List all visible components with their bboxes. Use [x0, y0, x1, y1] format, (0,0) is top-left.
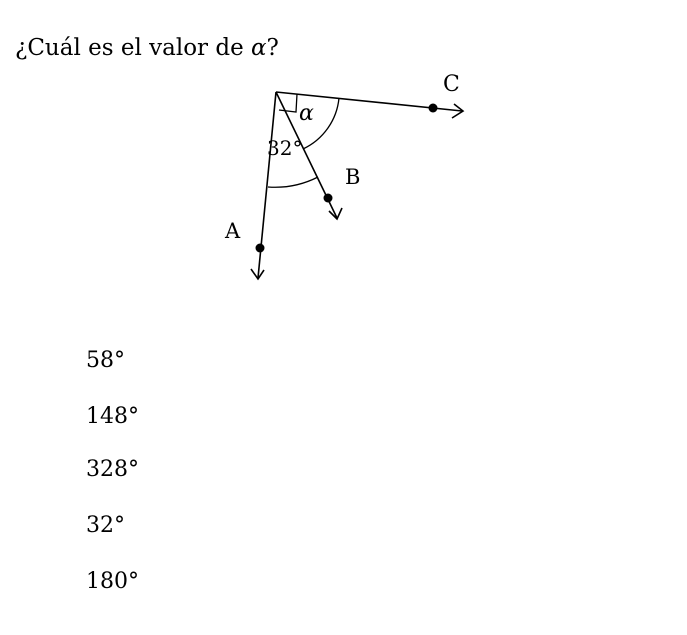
option-e[interactable] [0, 567, 300, 597]
label-given-angle: 32° [267, 136, 303, 160]
label-c: C [443, 72, 460, 97]
option-d[interactable] [0, 511, 300, 541]
question-suffix: ? [266, 35, 279, 61]
option-c-value: 328° [86, 457, 139, 482]
option-a[interactable] [0, 346, 300, 376]
question-alpha-symbol: α [251, 35, 267, 61]
option-d-value: 32° [86, 513, 125, 538]
option-b-value: 148° [86, 404, 139, 429]
option-a-value: 58° [86, 348, 125, 373]
label-alpha: α [299, 101, 314, 126]
question-prefix: ¿Cuál es el valor de [15, 35, 251, 61]
option-b[interactable] [0, 402, 300, 432]
label-a: A [225, 219, 241, 243]
option-c[interactable] [0, 455, 300, 485]
option-e-value: 180° [86, 569, 139, 594]
label-b: B [345, 165, 361, 189]
